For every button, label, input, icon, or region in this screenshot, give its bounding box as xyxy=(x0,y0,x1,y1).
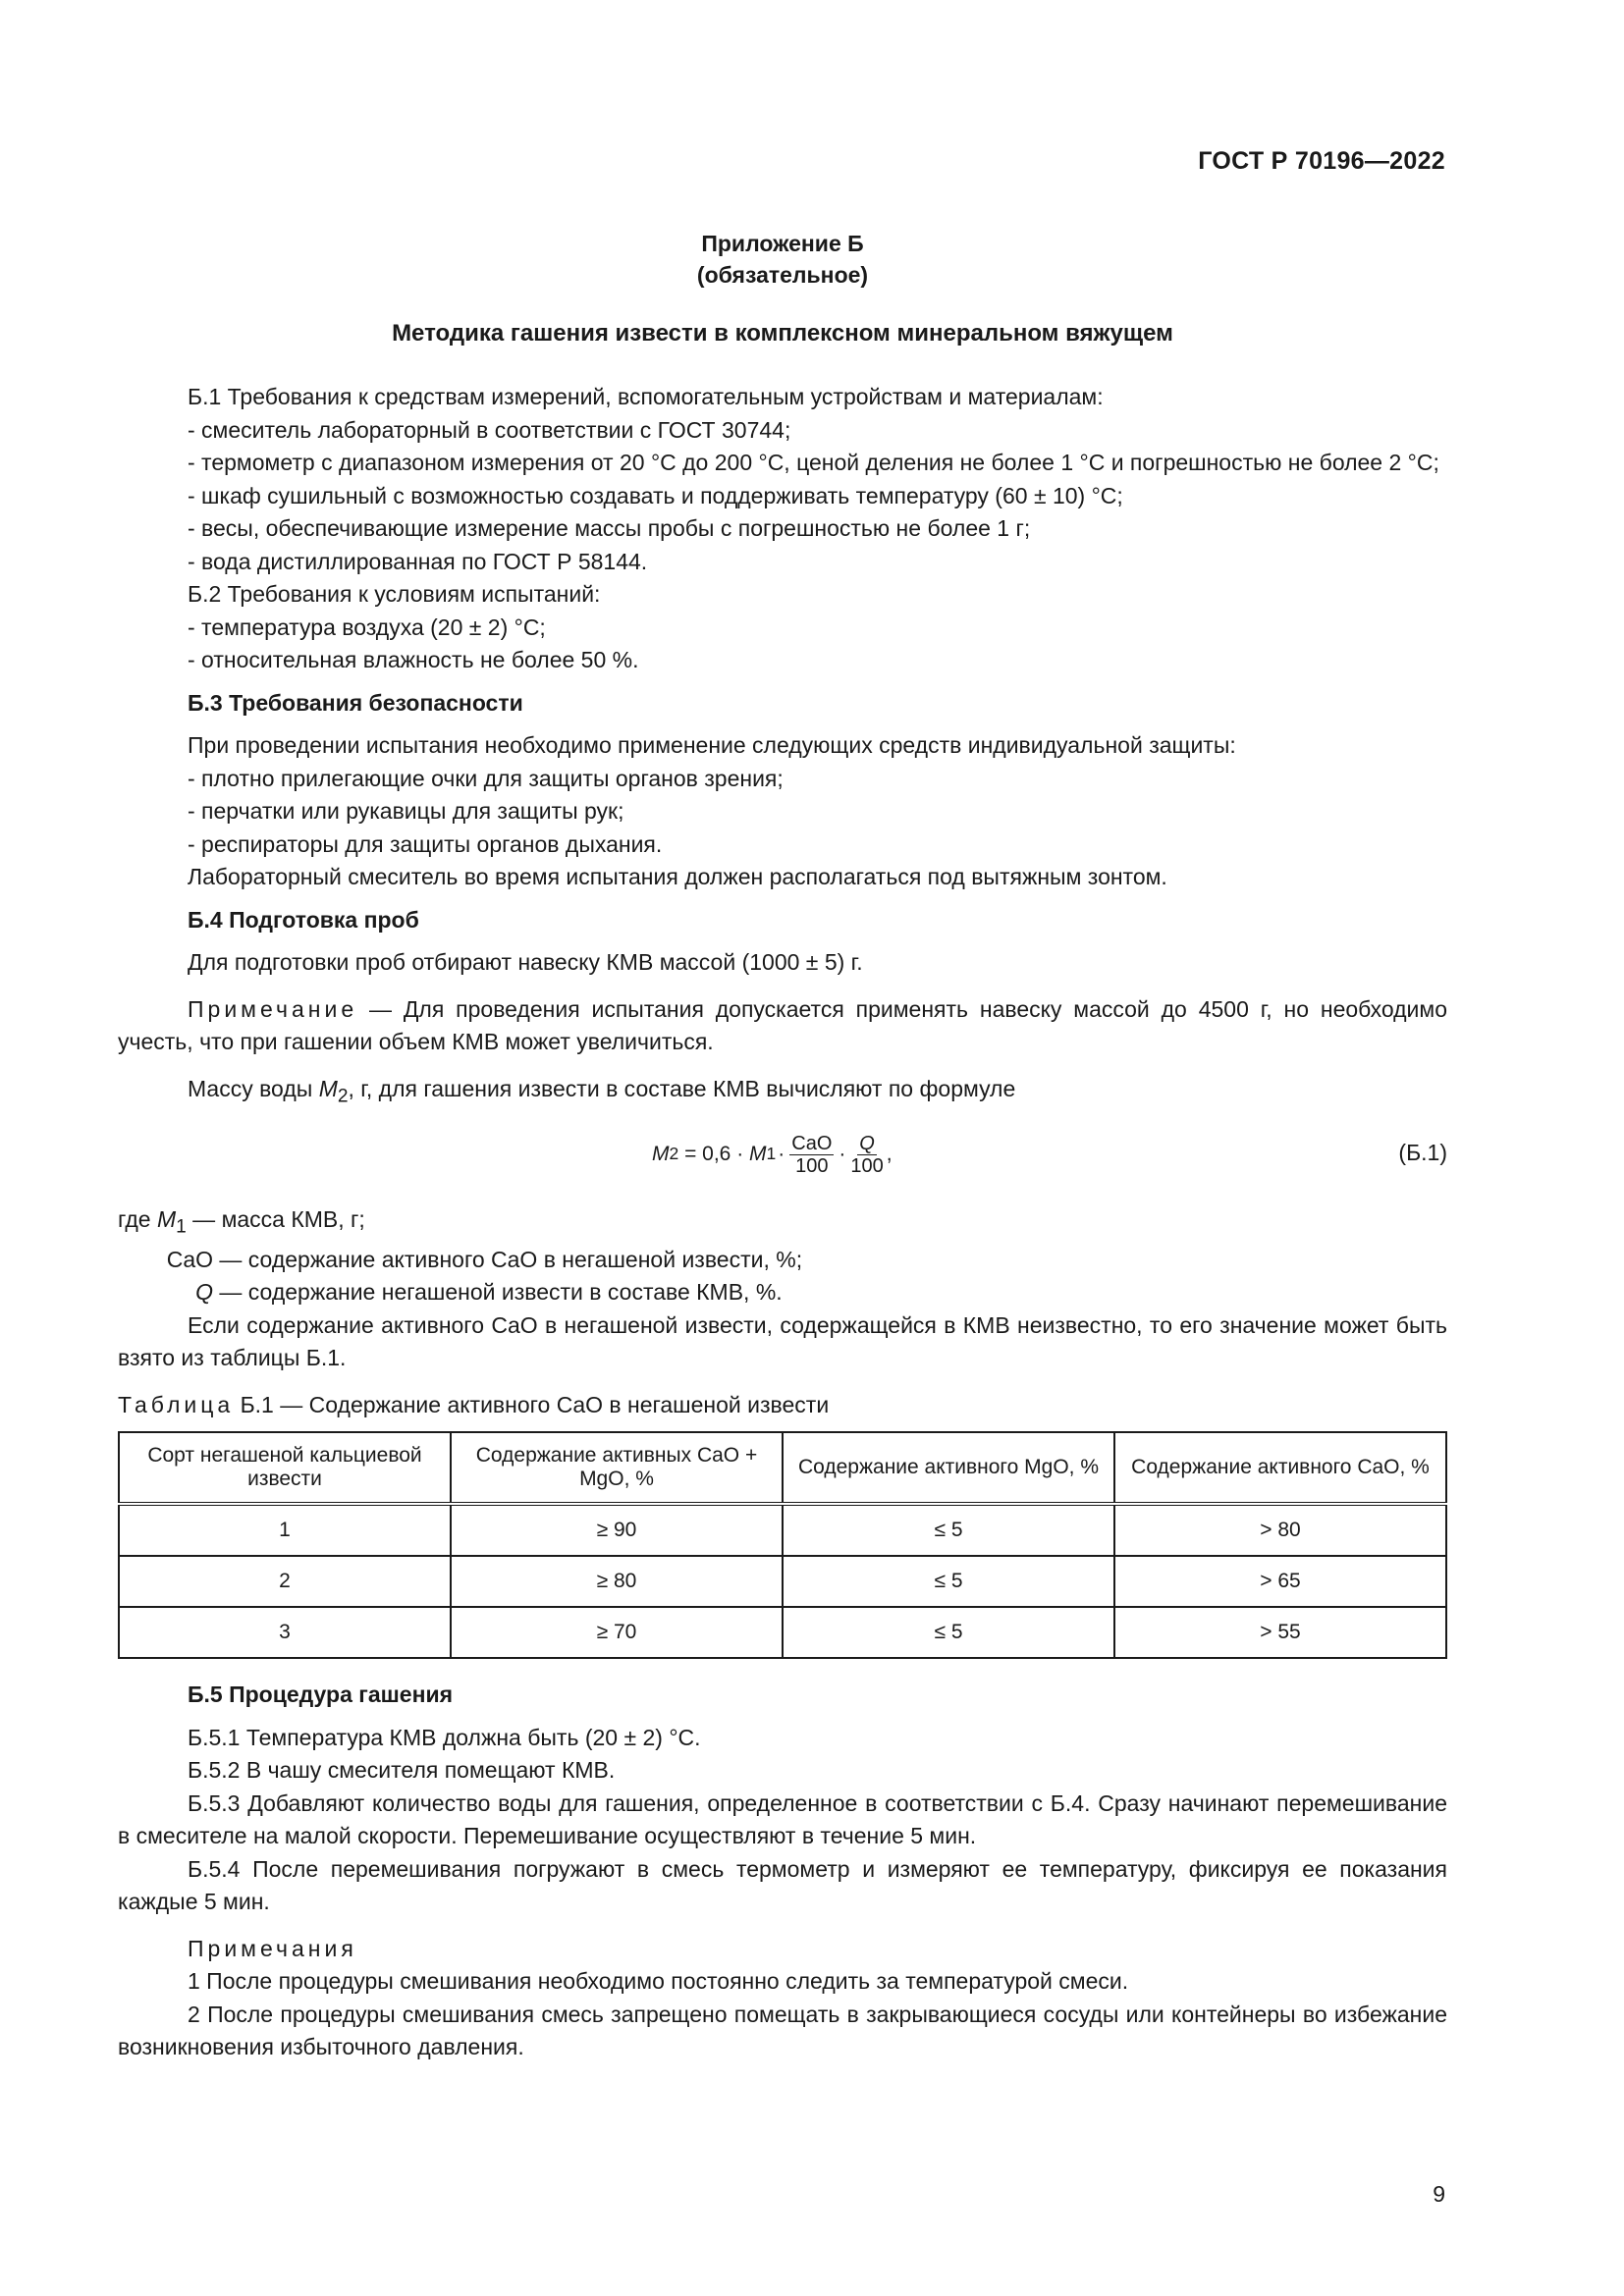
table-cell: > 80 xyxy=(1114,1504,1446,1556)
b1-item: - термометр с диапазоном измерения от 20 °С до 200 °С, ценой деления не более 1 °С и погрешностью не более 2 °С; xyxy=(188,450,1439,475)
b5-note: 2 После процедуры смешивания смесь запрещено помещать в закрывающиеся сосуды или контейнеры во избежание возникновения избыточного давления. xyxy=(118,2001,1447,2060)
standard-id: ГОСТ Р 70196—2022 xyxy=(1198,147,1445,175)
table-cell: 1 xyxy=(119,1504,451,1556)
b2-item: - температура воздуха (20 ± 2) °С; xyxy=(188,614,546,640)
b5-item: Б.5.1 Температура КМВ должна быть (20 ± 2) °С. xyxy=(188,1724,701,1750)
b2-item: - относительная влажность не более 50 %. xyxy=(188,647,639,672)
b3-intro: При проведении испытания необходимо применение следующих средств индивидуальной защиты: xyxy=(188,732,1236,758)
table-cell: 2 xyxy=(119,1556,451,1607)
b4-text: Для подготовки проб отбирают навеску КМВ массой (1000 ± 5) г. xyxy=(188,949,863,975)
table-caption: Таблица Б.1 — Содержание активного CaO в негашеной извести xyxy=(118,1391,830,1417)
b3-heading: Б.3 Требования безопасности xyxy=(188,689,523,716)
table-cell: ≥ 80 xyxy=(451,1556,783,1607)
b5-item: Б.5.3 Добавляют количество воды для гашения, определенное в соответствии с Б.4. Сразу начинают перемешивание в смесителе на малой скорости. Перемешивание осуществляют в течение 5 мин. xyxy=(118,1789,1447,1849)
formula-expression: M 2 = 0,6 · M 1 · $\frac{\text{CaO}}{100}$ · $\frac{Q}{100}$ , xyxy=(652,1132,893,1177)
table-header: Сорт негашеной кальциевой извести xyxy=(119,1432,451,1504)
b2-intro: Б.2 Требования к условиям испытаний: xyxy=(188,581,601,607)
b5-heading: Б.5 Процедура гашения xyxy=(188,1682,454,1708)
legend-row: где $M_1$ — масса КМВ, г; xyxy=(118,1205,365,1238)
formula-intro: Массу воды $M_2$, г, для гашения извести в составе КМВ вычисляют по формуле xyxy=(188,1075,1016,1107)
b3-item: - респираторы для защиты органов дыхания. xyxy=(188,830,663,857)
b5-item: Б.5.4 После перемешивания погружают в смесь термометр и измеряют ее температуру, фиксируя ее показания каждые 5 мин. xyxy=(118,1855,1447,1915)
b5-note: 1 После процедуры смешивания необходимо постоянно следить за температурой смеси. xyxy=(188,1968,1129,1995)
table-header: Содержание активного CaO, % xyxy=(1114,1432,1446,1504)
table-cell: ≤ 5 xyxy=(783,1504,1114,1556)
table-cell: ≤ 5 xyxy=(783,1556,1114,1607)
formula-number: (Б.1) xyxy=(1398,1139,1447,1165)
table-row xyxy=(119,1556,1446,1607)
note-label: Примечание xyxy=(188,995,358,1022)
fraction-q: $\frac{Q}{100}$ xyxy=(850,1132,884,1177)
b1-item: - вода дистиллированная по ГОСТ Р 58144. xyxy=(188,548,648,574)
table-header-row xyxy=(119,1432,1446,1504)
b5-notes-label: Примечания xyxy=(188,1935,357,1961)
after-legend: Если содержание активного CaO в негашеной извести, содержащейся в КМВ неизвестно, то его значение может быть взято из таблицы Б.1. xyxy=(118,1311,1447,1371)
b1-item: - весы, обеспечивающие измерение массы пробы с погрешностью не более 1 г; xyxy=(188,515,1031,541)
b3-item: - плотно прилегающие очки для защиты органов зрения; xyxy=(188,765,784,791)
b1-item: - шкаф сушильный с возможностью создавать и поддерживать температуру (60 ± 10) °С; xyxy=(188,482,1123,508)
formula-b1 xyxy=(118,1127,1447,1184)
b3-closing: Лабораторный смеситель во время испытания должен располагаться под вытяжным зонтом. xyxy=(188,864,1167,889)
page-number: 9 xyxy=(1433,2181,1445,2207)
fraction-cao: $\frac{\text{CaO}}{100}$ xyxy=(791,1132,833,1177)
table-cell: ≥ 90 xyxy=(451,1504,783,1556)
appendix-status: (обязательное) xyxy=(696,262,869,288)
note-text: — Для проведения испытания допускается применять навеску массой до 4500 г, но необходимо учесть, что при гашении объем КМВ может увеличиться. xyxy=(118,995,1447,1054)
table-cell: 3 xyxy=(119,1607,451,1658)
formula-legend xyxy=(118,1203,1447,1309)
main-title: Методика гашения извести в комплексном минеральном вяжущем xyxy=(392,320,1173,347)
legend-row: Q — содержание негашеной извести в составе КМВ, %. xyxy=(195,1279,783,1306)
table-cell: ≥ 70 xyxy=(451,1607,783,1658)
table-b1 xyxy=(118,1431,1447,1659)
document-body xyxy=(118,381,1447,2064)
b1-item: - смеситель лабораторный в соответствии с ГОСТ 30744; xyxy=(188,416,791,443)
b4-note xyxy=(118,993,1447,1059)
appendix-title: Приложение Б xyxy=(701,231,864,256)
table-header: Содержание активного MgO, % xyxy=(783,1432,1114,1504)
b1-intro: Б.1 Требования к средствам измерений, вспомогательным устройствам и материалам: xyxy=(188,384,1104,409)
table-cell: > 55 xyxy=(1114,1607,1446,1658)
b3-item: - перчатки или рукавицы для защиты рук; xyxy=(188,798,624,824)
appendix-heading xyxy=(118,228,1447,291)
table-row xyxy=(119,1504,1446,1556)
table-row xyxy=(119,1607,1446,1658)
legend-row: CaO — содержание активного CaO в негашеной извести, %; xyxy=(166,1246,803,1272)
table-header: Содержание активных CaO + MgO, % xyxy=(451,1432,783,1504)
b5-item: Б.5.2 В чашу смесителя помещают КМВ. xyxy=(188,1757,616,1784)
table-cell: ≤ 5 xyxy=(783,1607,1114,1658)
b4-heading: Б.4 Подготовка проб xyxy=(188,906,419,933)
table-cell: > 65 xyxy=(1114,1556,1446,1607)
